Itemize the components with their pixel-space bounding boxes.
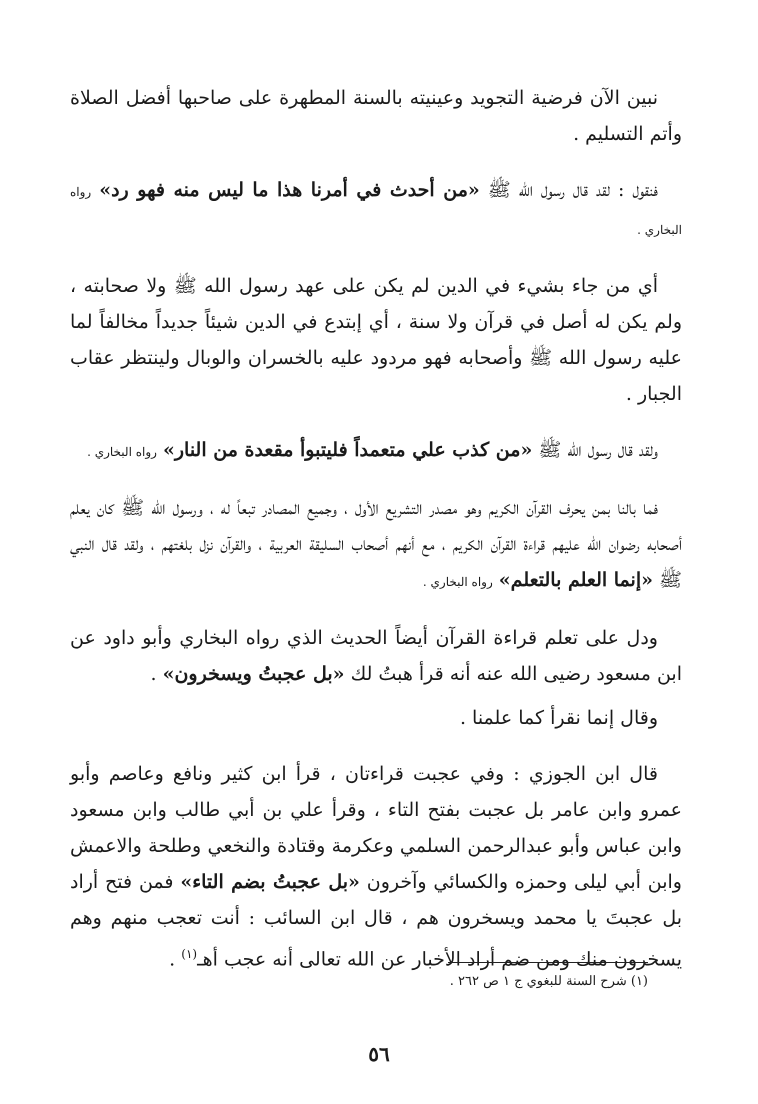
body-text-continued: فمن فتح أراد بل عجبتَ يا محمد ويسخرون هم ، قال ابن السائب : أنت تعجب منهم وهم يسخرون منك ومن ضم أراد الأخبار عن الله تعالى أنه عجب أهـ (70, 871, 682, 971)
footnote-reference[interactable]: (١) (181, 947, 198, 961)
page-body (70, 80, 682, 997)
paragraph-hadith-lying (70, 432, 682, 470)
quran-quote: «بل عجبتُ بضم التاء» (180, 871, 360, 893)
paragraph-explanation (70, 268, 682, 412)
body-text: فما بالنا بمن يحرف القرآن الكريم وهو مصدر التشريع الأول ، وجميع المصادر تبعاً له ، ورسول الله ﷺ كان يعلم أصحابه رضوان الله عليهم قراءة القرآن الكريم ، مع أنهم أصحاب السليقة العربية ، والقرآن نزل بلغتهم ، ولقد قال النبي ﷺ (70, 497, 682, 591)
quran-quote: «بل عجبتُ ويسخرون» (162, 663, 345, 685)
hadith-source: رواه البخاري . (87, 445, 157, 459)
hadith-intro: ولقد قال رسول الله ﷺ (538, 439, 658, 461)
paragraph-intro (70, 80, 682, 152)
footnote-divider (448, 962, 648, 963)
paragraph-quran-teaching (70, 490, 682, 600)
hadith-text: «من أحدث في أمرنا هذا ما ليس منه فهو رد» (99, 179, 480, 201)
explanation-text: أي من جاء بشيء في الدين لم يكن على عهد رسول الله ﷺ ولا صحابته ، ولم يكن له أصل في قرآن ولا سنة ، أي إبتدع في الدين شيئاً جديداً مخالفاً لما عليه رسول الله ﷺ وأصحابه فهو مردود عليه بالخسران والوبال ولينتظر عقاب الجبار . (70, 275, 682, 405)
body-text: قال ابن الجوزي : وفي عجبت قراءتان ، قرأ ابن كثير ونافع وعاصم وأبو عمرو وابن عامر بل عجبت بفتح التاء ، وقرأ علي بن أبي طالب وابن مسعود وابن عباس وأبو عبدالرحمن السلمي وعكرمة وقتادة والنخعي وطلحة والاعمش وابن أبي ليلى وحمزه والكسائي وآخرون (70, 763, 682, 893)
hadith-source: رواه البخاري . (422, 575, 493, 589)
footnote: (١) شرح السنة للبغوي ج ١ ص ٢٦٢ . (449, 974, 648, 989)
intro-text: نبين الآن فرضية التجويد وعينيته بالسنة المطهرة على صاحبها أفضل الصلاة وأتم التسليم . (70, 87, 682, 145)
page-number: ٥٦ (368, 1042, 390, 1066)
sentence-end: . (169, 948, 176, 971)
paragraph-hadith-innovation (70, 172, 682, 248)
hadith-source: رواه البخاري . (70, 185, 682, 237)
sentence-end: . (150, 663, 157, 685)
hadith-intro: فنقول : لقد قال رسول الله ﷺ (487, 179, 658, 201)
paragraph-ibn-masud (70, 620, 682, 692)
paragraph-read-as-taught (70, 700, 682, 736)
hadith-text: «من كذب علي متعمداً فليتبوأ مقعدة من النار» (162, 439, 533, 461)
hadith-text: «إنما العلم بالتعلم» (498, 569, 653, 591)
body-text: ودل على تعلم قراءة القرآن أيضاً الحديث الذي رواه البخاري وأبو داود عن ابن مسعود رضيى الله عنه أنه قرأ هبتُ لك (70, 627, 682, 685)
body-text: وقال إنما نقرأ كما علمنا . (459, 707, 658, 729)
paragraph-ibn-jawzi (70, 756, 682, 977)
